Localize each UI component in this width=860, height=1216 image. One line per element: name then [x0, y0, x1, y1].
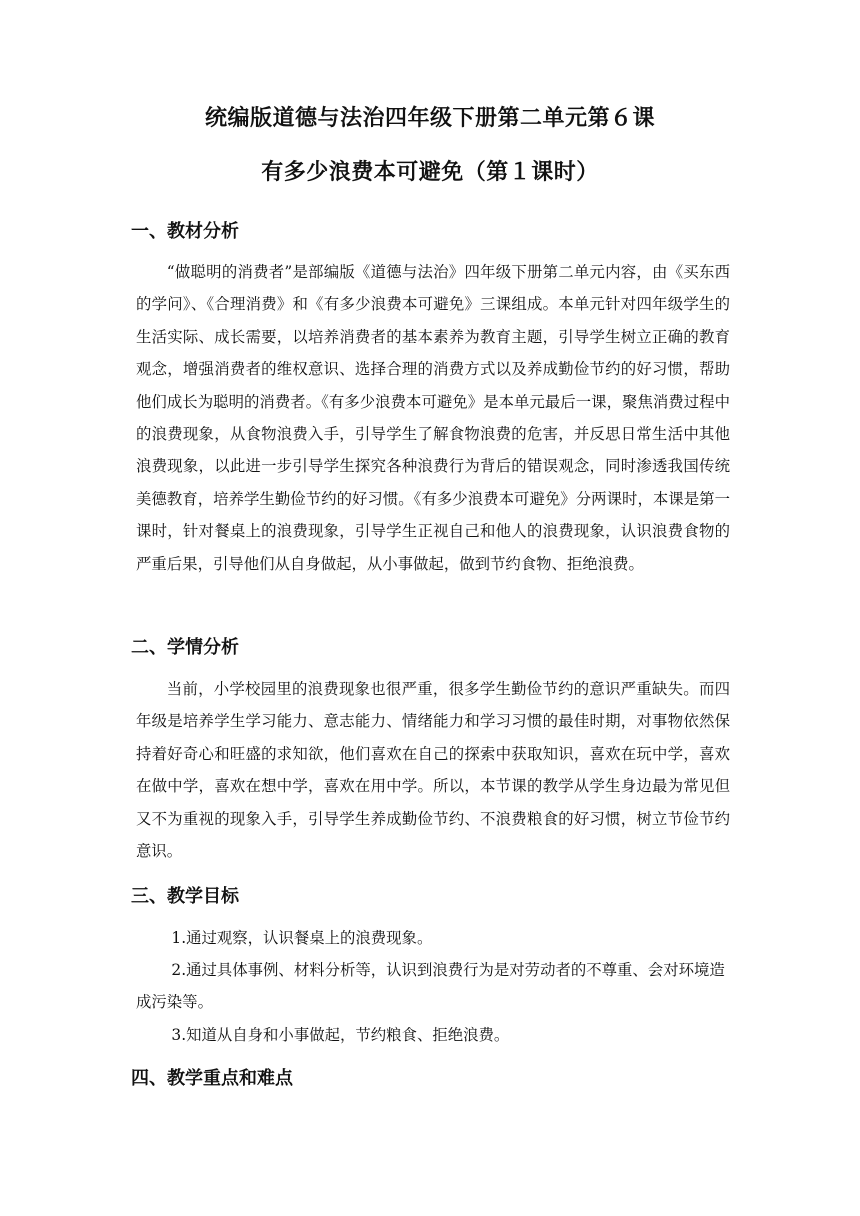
document-subtitle: 有多少浪费本可避免（第１课时）: [261, 160, 599, 185]
learner-analysis-paragraph: 当前，小学校园里的浪费现象也很严重，很多学生勤俭节约的意识严重缺失。而四年级是培养学生学习能力、意志能力、情绪能力和学习习惯的最佳时期，对事物依然保持着好奇心和旺盛的求知欲，他们喜欢在自己的探索中获取知识，喜欢在玩中学，喜欢在做中学，喜欢在想中学，喜欢在用中学。所以，本节课的教学从学生身边最为常见但又不为重视的现象入手，引导学生养成勤俭节约、不浪费粮食的好习惯，树立节俭节约意识。: [136, 680, 730, 861]
teaching-goal-item: 3.知道从自身和小事做起，节约粮食、拒绝浪费。: [171, 1026, 510, 1044]
textbook-analysis-paragraph: “做聪明的消费者”是部编版《道德与法治》四年级下册第二单元内容，由《买东西的学问》、《合理消费》和《有多少浪费本可避免》三课组成。本单元针对四年级学生的生活实际、成长需要，以培养消费者的基本素养为教育主题，引导学生树立正确的教育观念，增强消费者的维权意识、选择合理的消费方式以及养成勤俭节约的好习惯，帮助他们成长为聪明的消费者。《有多少浪费本可避免》是本单元最后一课，聚焦消费过程中的浪费现象，从食物浪费入手，引导学生了解食物浪费的危害，并反思日常生活中其他浪费现象，以此进一步引导学生探究各种浪费行为背后的错误观念，同时渗透我国传统美德教育，培养学生勤俭节约的好习惯。《有多少浪费本可避免》分两课时，本课是第一课时，针对餐桌上的浪费现象，引导学生正视自己和他人的浪费现象，认识浪费食物的严重后果，引导他们从自身做起，从小事做起，做到节约食物、拒绝浪费。: [136, 263, 730, 573]
teaching-goal-item: 2.通过具体事例、材料分析等，认识到浪费行为是对劳动者的不尊重、会对环境造成污染等。: [136, 961, 725, 1012]
section-heading-learner-analysis: 二、学情分析: [131, 637, 239, 658]
section-heading-key-points: 四、教学重点和难点: [131, 1068, 293, 1089]
document-title: 统编版道德与法治四年级下册第二单元第６课: [204, 106, 655, 131]
section-heading-teaching-goals: 三、教学目标: [131, 886, 239, 907]
section-heading-textbook-analysis: 一、教材分析: [131, 221, 239, 242]
teaching-goal-item: 1.通过观察，认识餐桌上的浪费现象。: [171, 929, 433, 947]
